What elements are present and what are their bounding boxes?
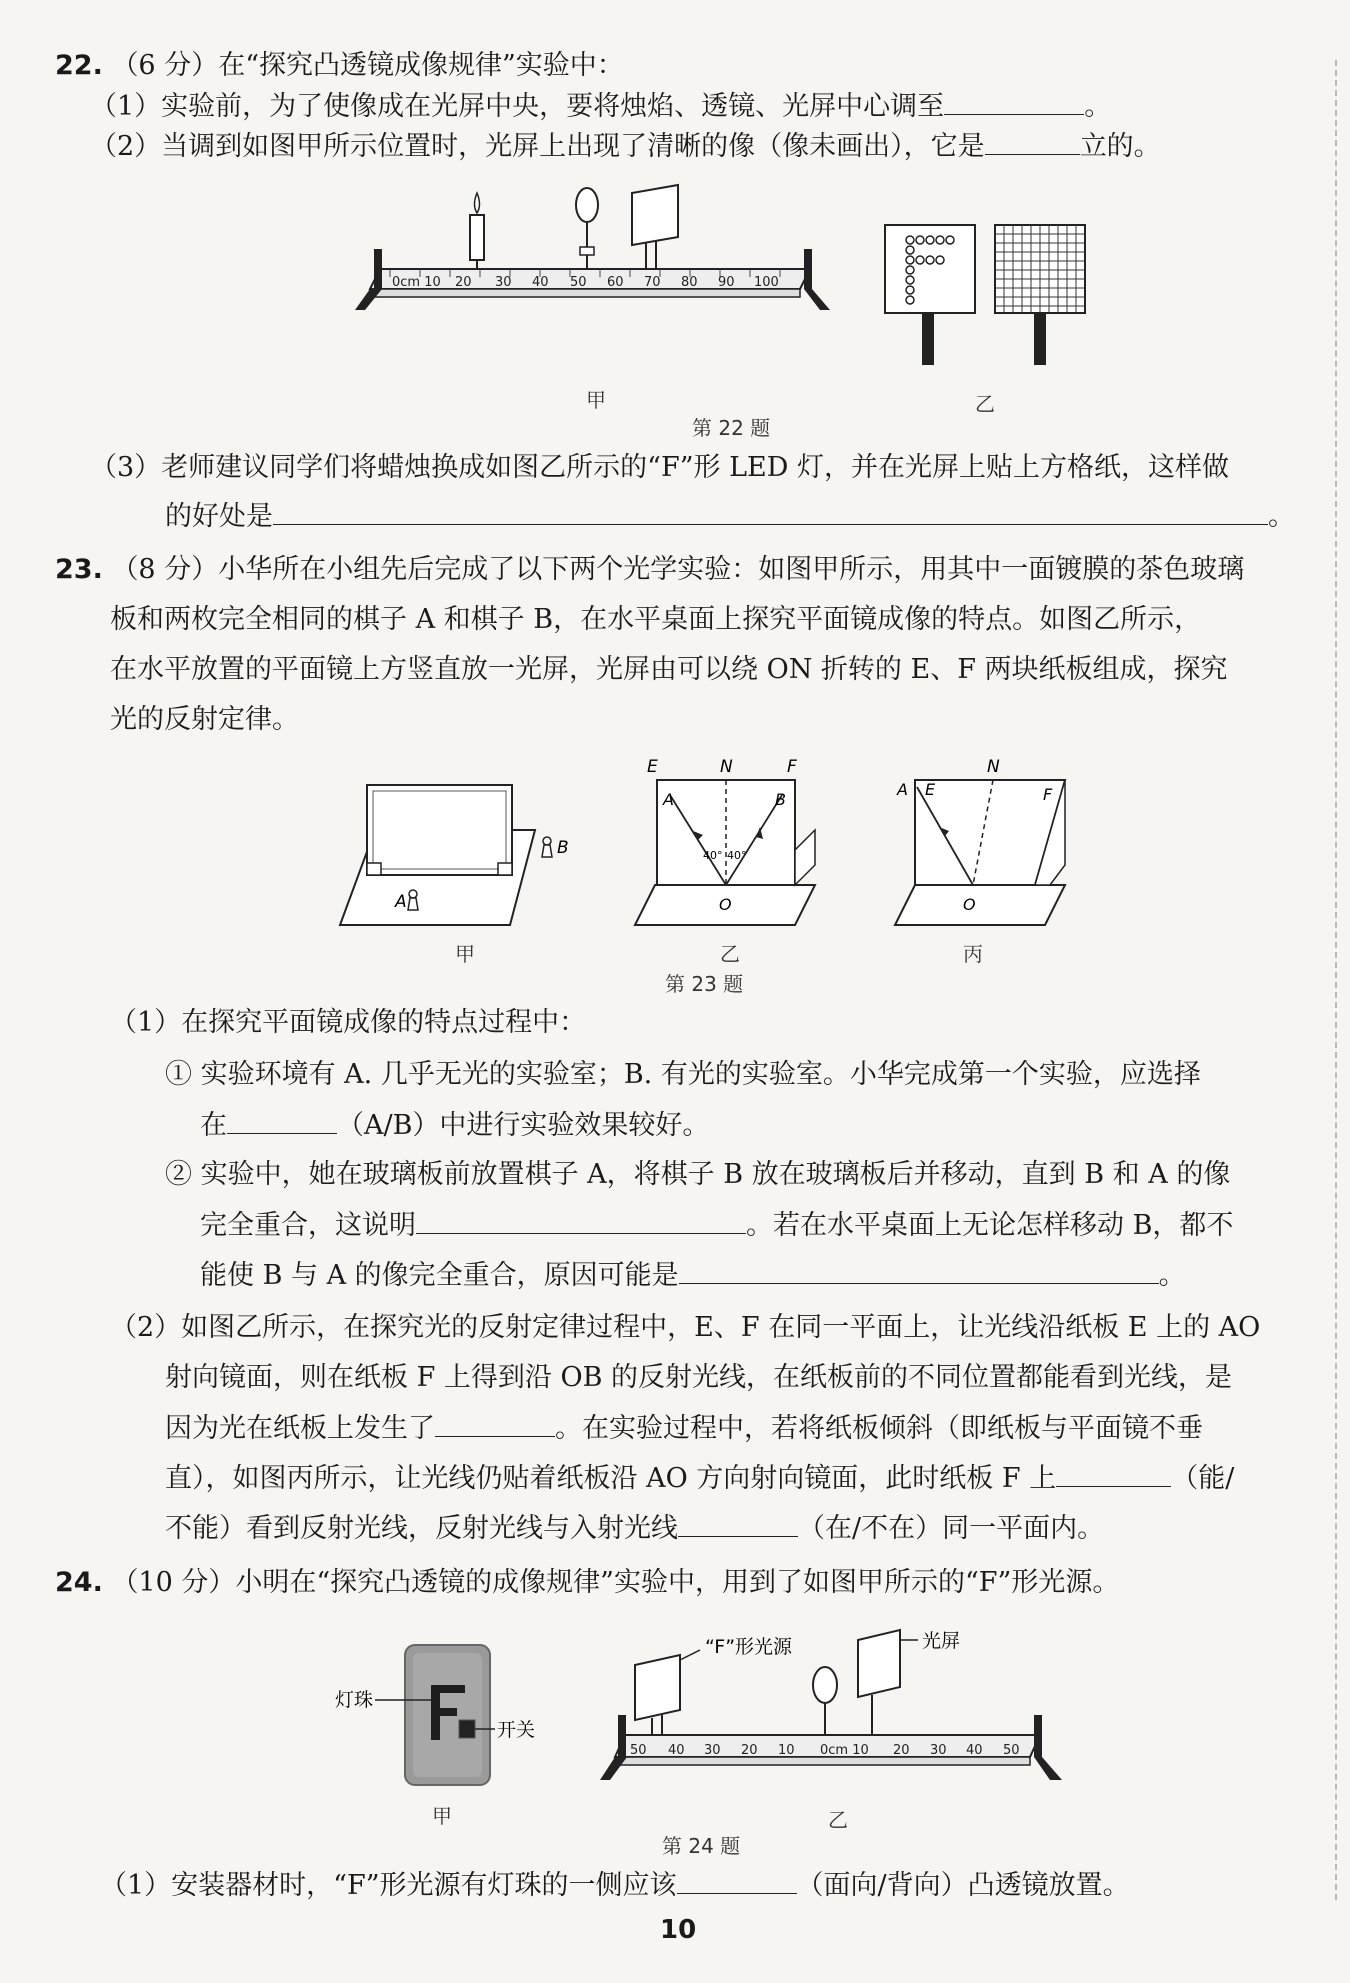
q23-blank-2[interactable] xyxy=(416,1205,746,1234)
piece-a-label: A xyxy=(395,892,407,912)
q23-part2-c: 因为光在纸板上发生了 。在实验过程中，若将纸板倾斜（即纸板与平面镜不垂 xyxy=(165,1408,1203,1449)
q22-part1: （1）实验前，为了使像成在光屏中央，要将烛焰、透镜、光屏中心调至 。 xyxy=(90,86,1111,127)
q24-number: 24. xyxy=(55,1567,103,1598)
screen-label: 光屏 xyxy=(922,1630,961,1652)
tick-label: 20 xyxy=(741,1743,758,1758)
q22-part2: （2）当调到如图甲所示位置时，光屏上出现了清晰的像（像未画出），它是 立的。 xyxy=(90,126,1161,167)
tick-label: 30 xyxy=(495,275,512,290)
q24-part1: （1）安装器材时，“F”形光源有灯珠的一侧应该 （面向/背向）凸透镜放置。 xyxy=(100,1865,1130,1906)
tick-label: 40 xyxy=(668,1743,685,1758)
q23-figure-yi xyxy=(625,755,830,935)
switch-icon xyxy=(459,1720,475,1738)
q23-blank-4[interactable] xyxy=(435,1408,555,1437)
q24-blank-1[interactable] xyxy=(677,1865,797,1894)
page-number: 10 xyxy=(660,1915,697,1945)
q23-caption: 第 23 题 xyxy=(665,972,744,996)
q23-stem-2: 板和两枚完全相同的棋子 A 和棋子 B，在水平桌面上探究平面镜成像的特点。如图乙所示， xyxy=(110,604,1202,635)
tick-label: 100 xyxy=(754,275,779,290)
q23-number: 23. xyxy=(55,554,103,585)
q23-part1-2-cont: 完全重合，这说明 。若在水平桌面上无论怎样移动 B，都不 xyxy=(200,1205,1233,1246)
q23-part2-a: （2）如图乙所示，在探究光的反射定律过程中，E、F 在同一平面上，让光线沿纸板 E 上的 AO xyxy=(110,1312,1261,1343)
label-a: A xyxy=(897,780,908,799)
q24-figure-yi xyxy=(600,1615,1065,1790)
tick-label: 50 xyxy=(630,1743,647,1758)
q22-fig-yi-label: 乙 xyxy=(975,392,995,416)
tick-label: 70 xyxy=(644,275,661,290)
q22-caption: 第 22 题 xyxy=(692,416,771,440)
tick-label: 30 xyxy=(930,1743,947,1758)
q23-part1-2: ② 实验中，她在玻璃板前放置棋子 A，将棋子 B 放在玻璃板后并移动，直到 B 和 A 的像 xyxy=(165,1159,1231,1190)
tick-label: 40 xyxy=(532,275,549,290)
q23-figure-jia xyxy=(335,775,569,935)
q22-part3: （3）老师建议同学们将蜡烛换成如图乙所示的“F”形 LED 灯，并在光屏上贴上方格纸，这样做 xyxy=(90,452,1229,483)
label-b: B xyxy=(775,790,786,809)
q24-caption: 第 24 题 xyxy=(662,1834,741,1858)
q22-figure-jia xyxy=(360,185,830,320)
q22-figure-yi xyxy=(880,220,1095,370)
label-o: O xyxy=(963,895,976,914)
q23-blank-1[interactable] xyxy=(227,1105,337,1134)
q23-part2-b: 射向镜面，则在纸板 F 上得到沿 OB 的反射光线，在纸板前的不同位置都能看到光线，是 xyxy=(165,1362,1233,1393)
angle-label-2: 40° xyxy=(727,849,747,862)
q23-stem-3: 在水平放置的平面镜上方竖直放一光屏，光屏由可以绕 ON 折转的 E、F 两块纸板组成，探究 xyxy=(110,654,1228,685)
angle-label-1: 40° xyxy=(703,849,723,862)
q23-fig-bing-label: 丙 xyxy=(963,942,983,966)
q22-number: 22. xyxy=(55,50,103,81)
q23-part2-d: 直），如图丙所示，让光线仍贴着纸板沿 AO 方向射向镜面，此时纸板 F 上 （能/ xyxy=(165,1458,1234,1499)
chess-piece-b-icon xyxy=(542,837,552,857)
q23-fig-jia-label: 甲 xyxy=(455,942,475,966)
q23-part1-2-cont2: 能使 B 与 A 的像完全重合，原因可能是 。 xyxy=(200,1255,1186,1296)
tick-label: 0cm 10 xyxy=(392,275,441,290)
binding-dashed-line xyxy=(1335,60,1337,1900)
q23-stem-1: 23. （8 分）小华所在小组先后完成了以下两个光学实验：如图甲所示，用其中一面镀膜的茶色玻璃 xyxy=(55,554,1245,585)
tick-label: 50 xyxy=(570,275,587,290)
tick-label: 80 xyxy=(681,275,698,290)
label-n: N xyxy=(720,757,733,777)
tick-label: 90 xyxy=(718,275,735,290)
q24-fig-yi-label: 乙 xyxy=(828,1808,848,1832)
label-o: O xyxy=(719,895,732,914)
switch-label: 开关 xyxy=(497,1719,536,1741)
tick-label: 0cm 10 xyxy=(820,1743,869,1758)
q23-part1-1: ① 实验环境有 A. 几乎无光的实验室；B. 有光的实验室。小华完成第一个实验，应选择 xyxy=(165,1059,1201,1090)
q24-figure-jia xyxy=(335,1640,536,1790)
label-f: F xyxy=(1043,785,1053,804)
tick-label: 20 xyxy=(893,1743,910,1758)
tick-label: 10 xyxy=(778,1743,795,1758)
tick-label: 30 xyxy=(704,1743,721,1758)
q24-fig-jia-label: 甲 xyxy=(432,1804,452,1828)
label-e: E xyxy=(647,757,658,777)
q23-fig-yi-label: 乙 xyxy=(720,942,740,966)
q23-figure-bing xyxy=(875,755,1075,935)
tick-label: 50 xyxy=(1003,1743,1020,1758)
q23-part1: （1）在探究平面镜成像的特点过程中： xyxy=(110,1007,587,1038)
q22-part3-cont: 的好处是 。 xyxy=(165,496,1295,537)
piece-b-label: B xyxy=(557,838,569,858)
q23-blank-3[interactable] xyxy=(679,1255,1159,1284)
q23-stem-4: 光的反射定律。 xyxy=(110,704,299,735)
q22-fig-jia-label: 甲 xyxy=(586,388,606,412)
q23-part2-e: 不能）看到反射光线，反射光线与入射光线 （在/不在）同一平面内。 xyxy=(165,1508,1104,1549)
tick-label: 40 xyxy=(966,1743,983,1758)
q23-part1-1-cont: 在 （A/B）中进行实验效果较好。 xyxy=(200,1105,709,1146)
tick-label: 60 xyxy=(607,275,624,290)
label-f: F xyxy=(787,757,797,777)
q22-blank-2[interactable] xyxy=(985,126,1080,155)
source-label: “F”形光源 xyxy=(705,1636,793,1658)
q22-stem: 22. （6 分）在“探究凸透镜成像规律”实验中： xyxy=(55,50,624,81)
q23-blank-5[interactable] xyxy=(1056,1458,1171,1487)
chess-piece-a-icon xyxy=(408,890,418,910)
q23-blank-6[interactable] xyxy=(678,1508,798,1537)
q22-blank-1[interactable] xyxy=(944,86,1084,115)
q24-stem: 24. （10 分）小明在“探究凸透镜的成像规律”实验中，用到了如图甲所示的“F”形光源。 xyxy=(55,1567,1120,1598)
label-a: A xyxy=(663,790,674,809)
label-n: N xyxy=(987,757,1000,777)
tick-label: 20 xyxy=(455,275,472,290)
bead-label: 灯珠 xyxy=(335,1689,374,1711)
label-e: E xyxy=(925,780,936,799)
q22-blank-3[interactable] xyxy=(273,496,1268,525)
